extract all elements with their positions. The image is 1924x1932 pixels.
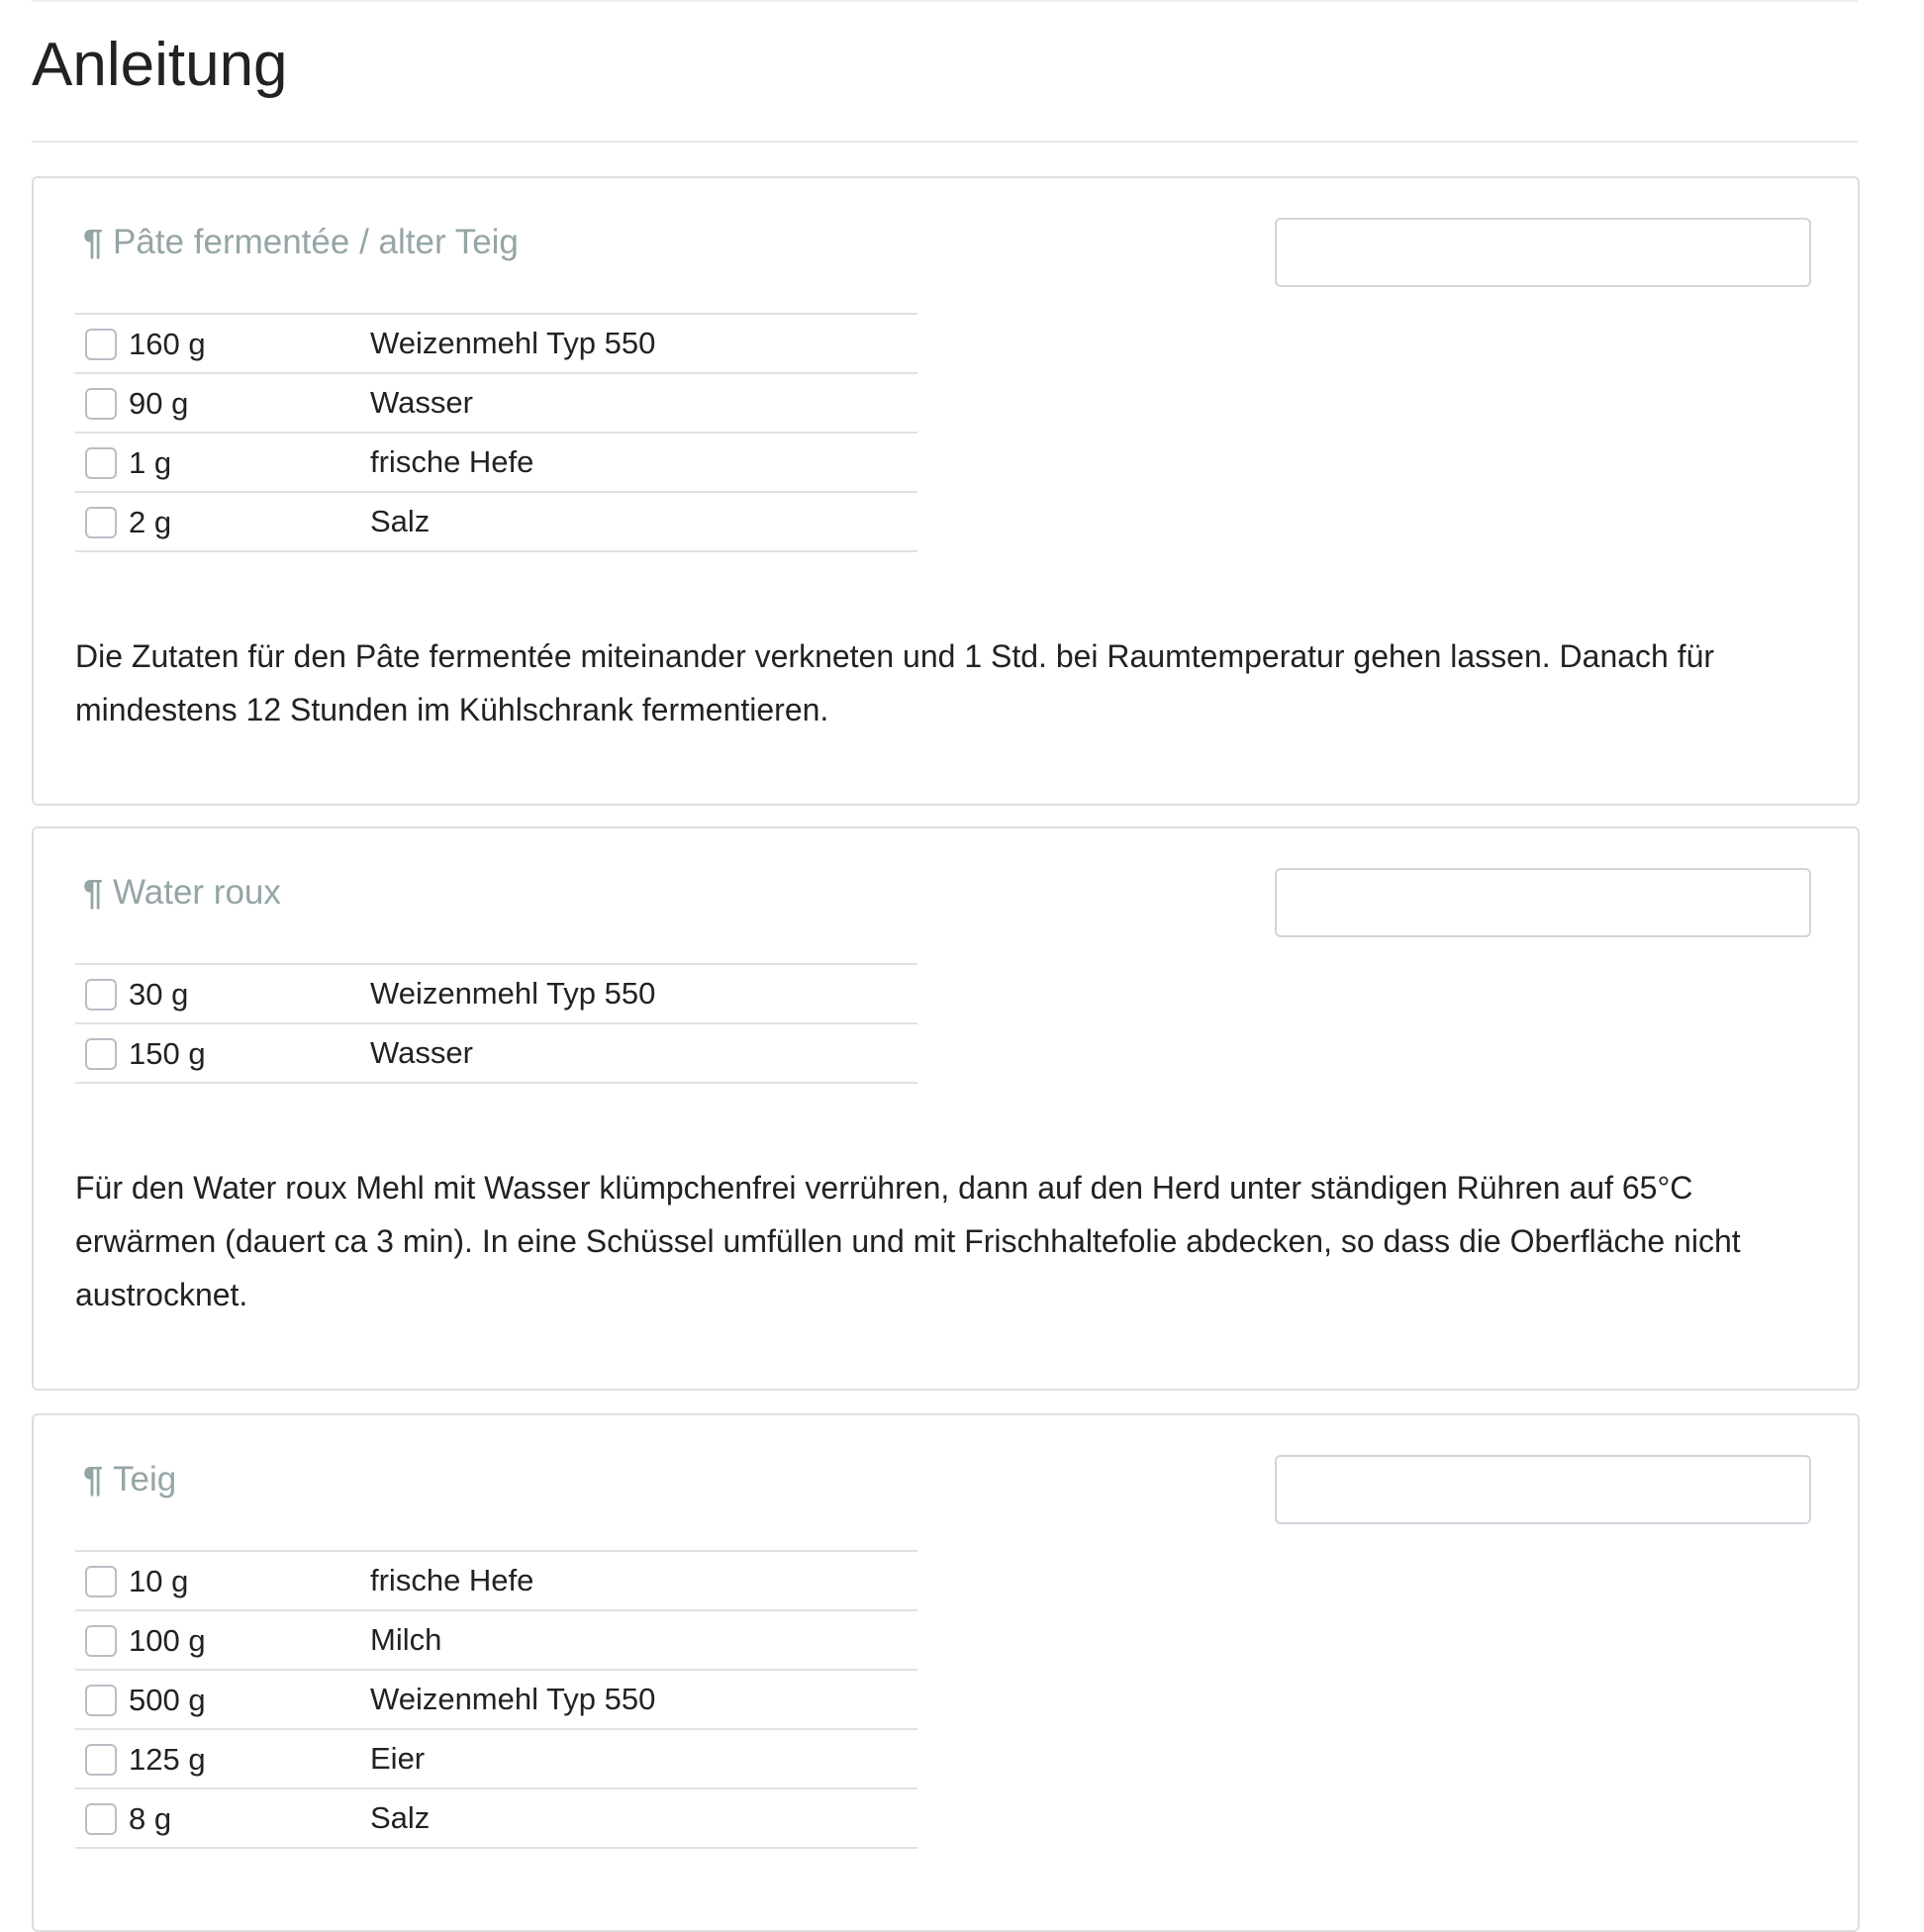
pilcrow-icon: ¶ xyxy=(83,222,104,262)
ingredient-checkbox[interactable] xyxy=(85,1685,117,1716)
step-card xyxy=(32,176,1860,806)
top-divider xyxy=(32,0,1858,2)
ingredient-amount: 160 g xyxy=(129,326,206,361)
ingredient-amount: 500 g xyxy=(129,1682,206,1717)
step-title[interactable] xyxy=(83,222,519,263)
step-title-text: Water roux xyxy=(113,873,281,912)
ingredient-checkbox[interactable] xyxy=(85,1625,117,1657)
ingredient-row xyxy=(75,1551,917,1610)
step-card xyxy=(32,826,1860,1391)
ingredient-row xyxy=(75,314,917,373)
ingredient-row xyxy=(75,964,917,1023)
ingredient-name: Salz xyxy=(370,492,917,551)
ingredient-checkbox[interactable] xyxy=(85,979,117,1011)
step-title-text: Teig xyxy=(113,1460,177,1498)
step-note-input[interactable] xyxy=(1275,218,1811,287)
step-title-text: Pâte fermentée / alter Teig xyxy=(113,223,519,261)
ingredient-name: frische Hefe xyxy=(370,433,917,492)
ingredient-name: Salz xyxy=(370,1788,917,1848)
ingredient-row xyxy=(75,1023,917,1083)
step-title[interactable] xyxy=(83,1459,176,1500)
ingredient-amount: 125 g xyxy=(129,1741,206,1777)
ingredient-row xyxy=(75,373,917,433)
ingredient-row xyxy=(75,433,917,492)
ingredient-name: Wasser xyxy=(370,1023,917,1083)
ingredient-amount: 8 g xyxy=(129,1800,172,1836)
step-note-input[interactable] xyxy=(1275,868,1811,937)
ingredient-checkbox[interactable] xyxy=(85,1038,117,1070)
ingredient-amount: 30 g xyxy=(129,976,189,1012)
ingredient-row xyxy=(75,1610,917,1670)
ingredient-amount: 1 g xyxy=(129,444,172,480)
ingredient-checkbox[interactable] xyxy=(85,507,117,538)
ingredient-row xyxy=(75,1670,917,1729)
ingredient-checkbox[interactable] xyxy=(85,329,117,360)
ingredient-name: Milch xyxy=(370,1610,917,1670)
ingredient-table xyxy=(75,963,917,1084)
step-instruction: Für den Water roux Mehl mit Wasser klümpchenfrei verrühren, dann auf den Herd unter ständigen Rühren auf 65°C erwärmen (dauert ca 3 min). In eine Schüssel umfüllen und mit Frischhaltefolie abdecken, so dass die Oberfläche nicht austrocknet. xyxy=(75,1170,1741,1312)
ingredient-row xyxy=(75,1729,917,1788)
ingredient-checkbox[interactable] xyxy=(85,1744,117,1776)
ingredient-name: Weizenmehl Typ 550 xyxy=(370,1670,917,1729)
title-divider xyxy=(32,141,1858,143)
ingredient-checkbox[interactable] xyxy=(85,388,117,420)
page-title: Anleitung xyxy=(32,31,288,99)
pilcrow-icon: ¶ xyxy=(83,1459,104,1499)
ingredient-amount: 150 g xyxy=(129,1035,206,1071)
ingredient-checkbox[interactable] xyxy=(85,1803,117,1835)
pilcrow-icon: ¶ xyxy=(83,872,104,913)
ingredient-row xyxy=(75,1788,917,1848)
ingredient-amount: 100 g xyxy=(129,1622,206,1658)
ingredient-row xyxy=(75,492,917,551)
step-instruction: Die Zutaten für den Pâte fermentée miteinander verkneten und 1 Std. bei Raumtemperatur gehen lassen. Danach für mindestens 12 Stunden im Kühlschrank fermentieren. xyxy=(75,638,1715,727)
ingredient-name: frische Hefe xyxy=(370,1551,917,1610)
ingredient-name: Weizenmehl Typ 550 xyxy=(370,964,917,1023)
ingredient-name: Wasser xyxy=(370,373,917,433)
step-note-input[interactable] xyxy=(1275,1455,1811,1524)
ingredient-amount: 2 g xyxy=(129,504,172,539)
step-title[interactable] xyxy=(83,872,281,914)
ingredient-name: Eier xyxy=(370,1729,917,1788)
ingredient-amount: 90 g xyxy=(129,385,189,421)
step-card xyxy=(32,1413,1860,1932)
ingredient-checkbox[interactable] xyxy=(85,447,117,479)
ingredient-table xyxy=(75,1550,917,1849)
ingredient-checkbox[interactable] xyxy=(85,1566,117,1597)
ingredient-amount: 10 g xyxy=(129,1563,189,1598)
ingredient-table xyxy=(75,313,917,552)
ingredient-name: Weizenmehl Typ 550 xyxy=(370,314,917,373)
